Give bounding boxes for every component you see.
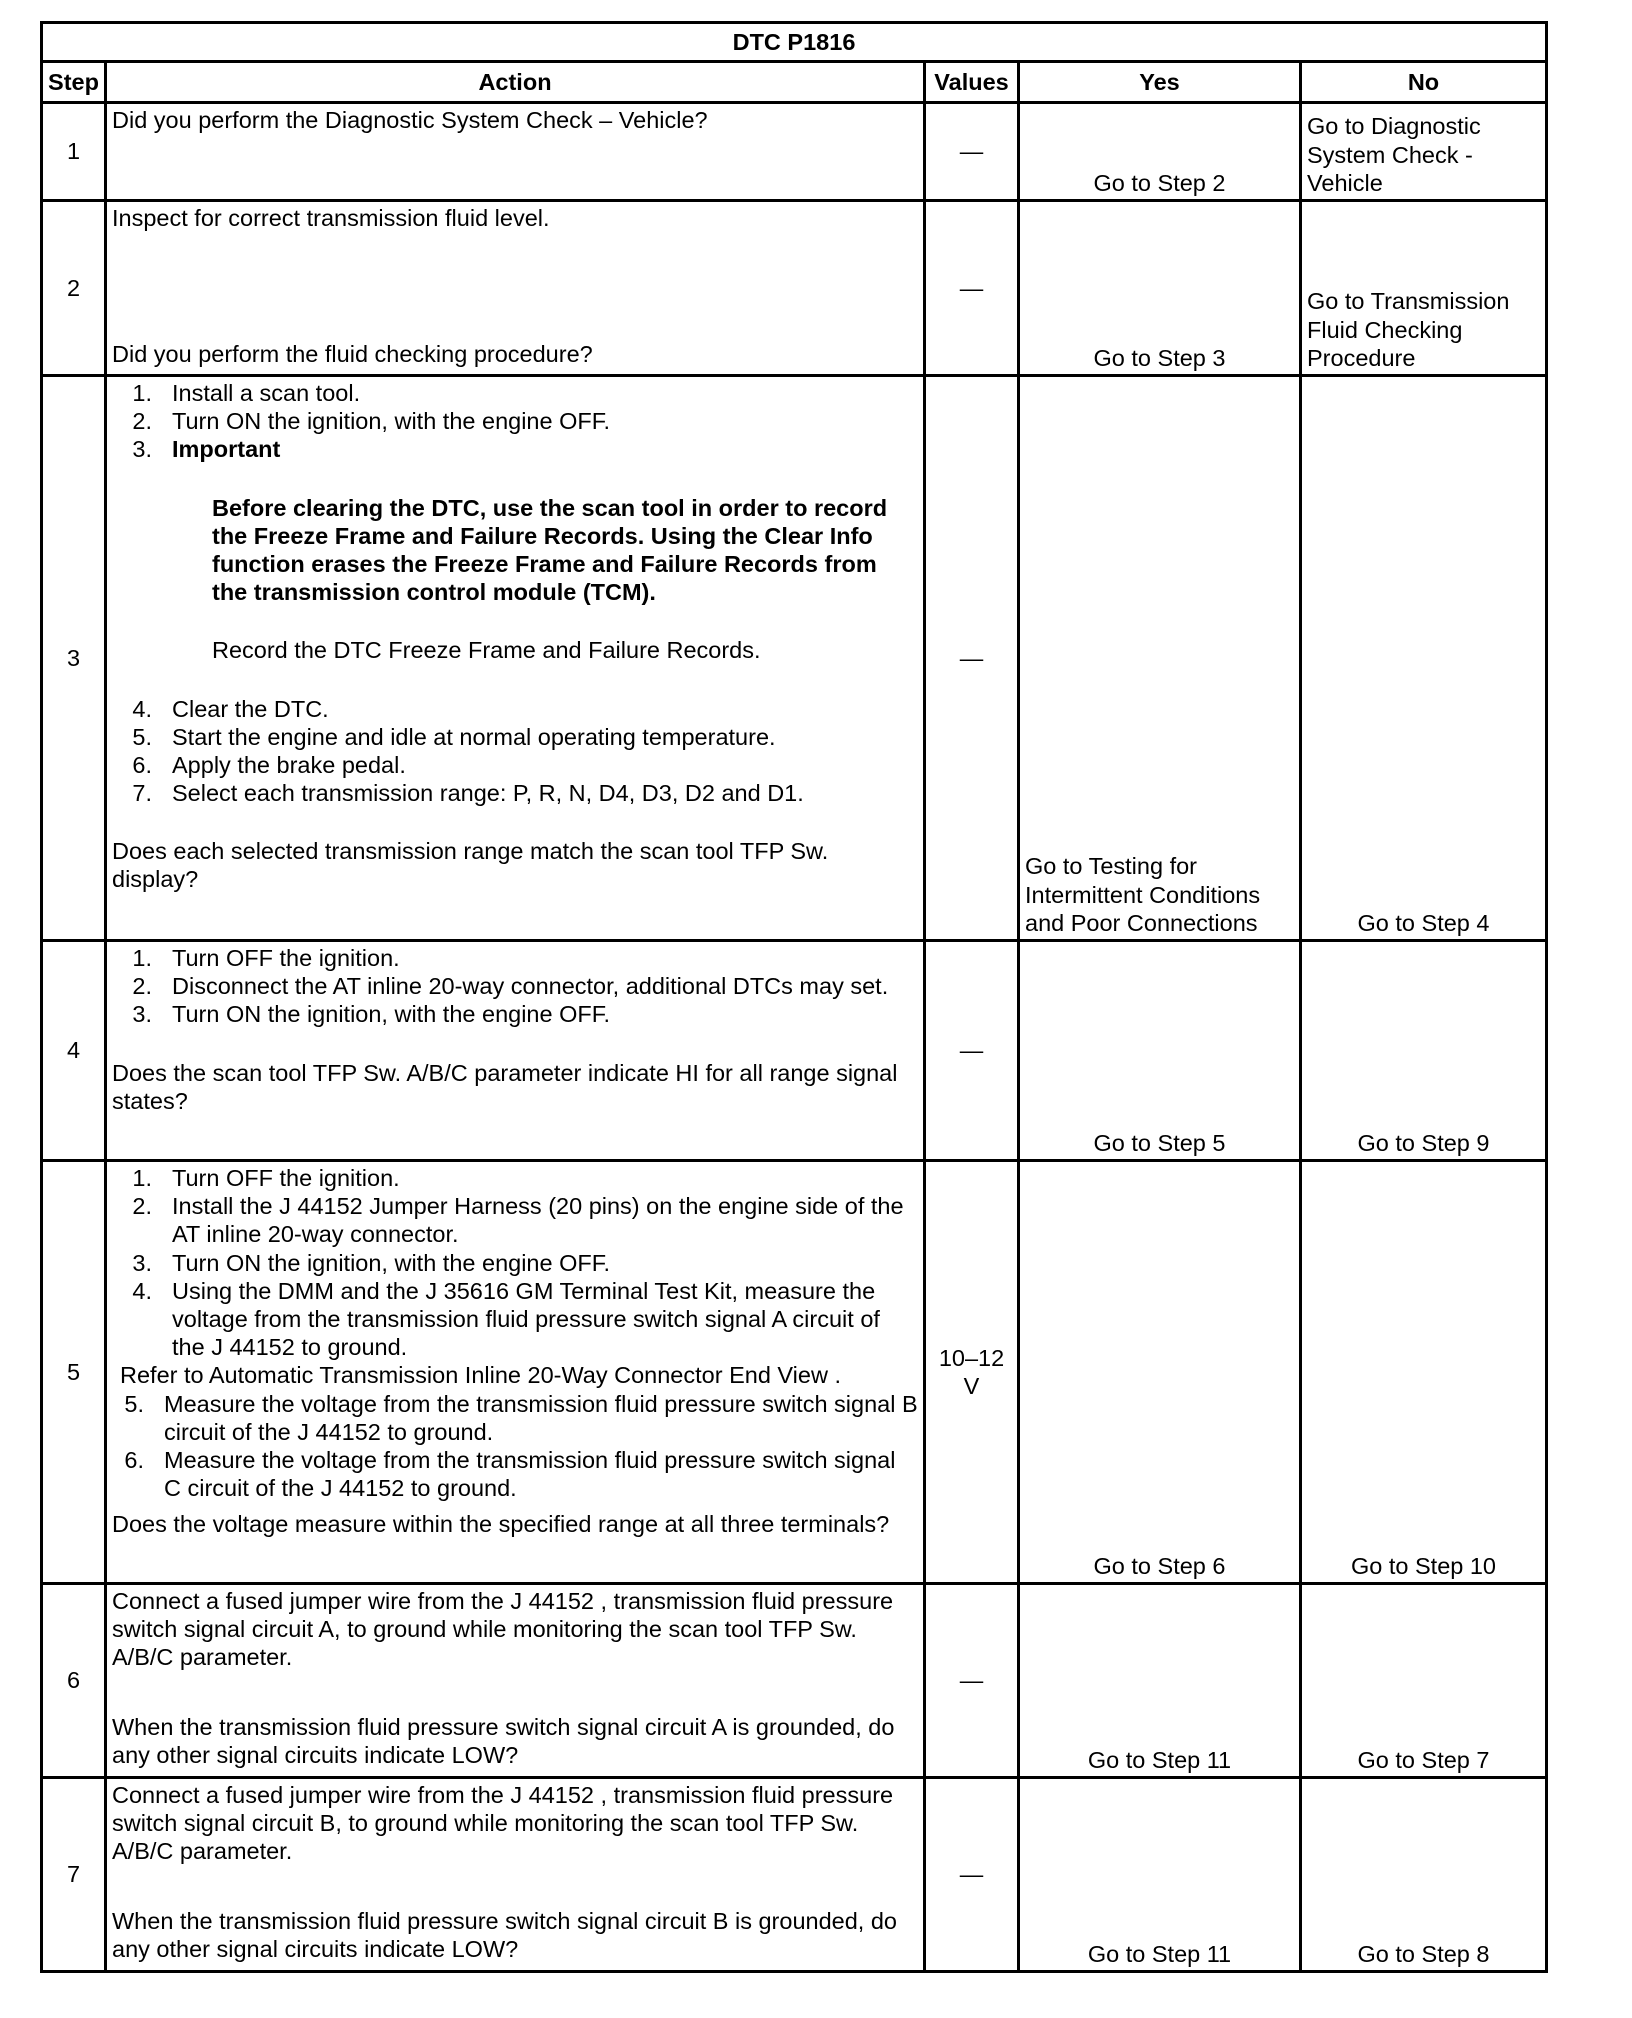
diagnostic-table <box>40 21 1548 1973</box>
action-question: When the transmission fluid pressure switch signal circuit A is grounded, do any other signal circuits indicate LOW? <box>112 1713 895 1768</box>
step-number: 6 <box>42 1584 106 1778</box>
no-result: Go to Step 7 <box>1301 1584 1547 1778</box>
table-row <box>42 201 1547 376</box>
table-row <box>42 1161 1547 1584</box>
action-question: Did you perform the fluid checking procedure? <box>112 340 593 367</box>
yes-result: Go to Step 11 <box>1019 1584 1301 1778</box>
step-number: 3 <box>42 376 106 941</box>
list-item: 3. Important <box>132 436 281 463</box>
list-item: 3. Turn ON the ignition, with the engine OFF. <box>132 1249 611 1276</box>
value-range: 10–12 <box>938 1344 1005 1371</box>
step-action <box>106 376 925 941</box>
no-result: Go to Step 8 <box>1301 1778 1547 1972</box>
action-question: When the transmission fluid pressure switch signal circuit B is grounded, do any other signal circuits indicate LOW? <box>112 1907 898 1962</box>
no-result: Go to Diagnostic System Check - Vehicle <box>1301 103 1547 201</box>
list-item: 7. Select each transmission range: P, R, N, D4, D3, D2 and D1. <box>132 780 804 807</box>
list-item: 1. Turn OFF the ignition. <box>132 1165 400 1191</box>
yes-result: Go to Step 6 <box>1019 1161 1301 1584</box>
record-note: Record the DTC Freeze Frame and Failure Records. <box>212 637 761 664</box>
header-yes: Yes <box>1019 62 1301 103</box>
list-item: 4. Clear the DTC. <box>132 695 329 722</box>
no-result: Go to Step 9 <box>1301 941 1547 1161</box>
step-number: 5 <box>42 1161 106 1584</box>
value-unit: V <box>963 1373 980 1399</box>
list-item: 2. Disconnect the AT inline 20-way connector, additional DTCs may set. <box>132 973 889 1000</box>
no-result: Go to Step 4 <box>1301 376 1547 941</box>
action-steps <box>112 379 918 464</box>
yes-result: Go to Step 5 <box>1019 941 1301 1161</box>
step-action <box>106 1584 925 1778</box>
list-item: 1. Install a scan tool. <box>132 380 361 406</box>
step-action <box>106 201 925 376</box>
header-no: No <box>1301 62 1547 103</box>
list-item: 2. Turn ON the ignition, with the engine OFF. <box>132 408 611 435</box>
header-step: Step <box>42 62 106 103</box>
step-value: — <box>925 1584 1019 1778</box>
list-item: 6. Apply the brake pedal. <box>132 751 406 778</box>
no-result: Go to Step 10 <box>1301 1161 1547 1584</box>
table-row <box>42 376 1547 941</box>
action-question: Does the voltage measure within the specified range at all three terminals? <box>112 1511 890 1538</box>
action-steps <box>112 695 918 808</box>
step-action <box>106 941 925 1161</box>
header-values: Values <box>925 62 1019 103</box>
table-title: DTC P1816 <box>42 23 1547 62</box>
table-row <box>42 103 1547 201</box>
action-steps <box>112 1390 918 1503</box>
action-steps <box>112 944 918 1029</box>
list-item: 5. Start the engine and idle at normal operating temperature. <box>132 723 776 750</box>
header-row <box>42 62 1547 103</box>
important-note: Before clearing the DTC, use the scan tool in order to record the Freeze Frame and Failure Records. Using the Clear Info function erases the Freeze Frame and Failure Records from the transmission control module (TCM). <box>212 494 888 606</box>
step-value: — <box>925 376 1019 941</box>
list-item: 5. Measure the voltage from the transmission fluid pressure switch signal B circuit of the J 44152 to ground. <box>124 1390 918 1445</box>
list-item: 1. Turn OFF the ignition. <box>132 945 400 971</box>
table-row <box>42 1778 1547 1972</box>
step-number: 4 <box>42 941 106 1161</box>
step-number: 7 <box>42 1778 106 1972</box>
action-steps <box>112 1164 918 1361</box>
action-intro: Connect a fused jumper wire from the J 44152 , transmission fluid pressure switch signal circuit B, to ground while monitoring the scan tool TFP Sw. A/B/C parameter. <box>112 1782 894 1865</box>
list-item: 3. Turn ON the ignition, with the engine OFF. <box>132 1001 611 1028</box>
yes-result: Go to Step 2 <box>1019 103 1301 201</box>
step-value: — <box>925 201 1019 376</box>
step-value: — <box>925 103 1019 201</box>
action-intro: Inspect for correct transmission fluid level. <box>112 205 550 231</box>
step-value <box>925 1161 1019 1584</box>
step-number: 2 <box>42 201 106 376</box>
list-item: 2. Install the J 44152 Jumper Harness (20 pins) on the engine side of the AT inline 20-way connector. <box>132 1193 904 1248</box>
action-question: Does the scan tool TFP Sw. A/B/C parameter indicate HI for all range signal states? <box>112 1059 898 1114</box>
yes-result: Go to Step 11 <box>1019 1778 1301 1972</box>
title-row <box>42 23 1547 62</box>
header-action: Action <box>106 62 925 103</box>
step-action: Did you perform the Diagnostic System Check – Vehicle? <box>106 103 925 201</box>
no-result: Go to Transmission Fluid Checking Procedure <box>1301 201 1547 376</box>
action-question: Does each selected transmission range match the scan tool TFP Sw. display? <box>112 838 829 893</box>
yes-result: Go to Testing for Intermittent Conditions and Poor Connections <box>1019 376 1301 941</box>
yes-result: Go to Step 3 <box>1019 201 1301 376</box>
list-item: 4. Using the DMM and the J 35616 GM Terminal Test Kit, measure the voltage from the transmission fluid pressure switch signal A circuit of the J 44152 to ground. <box>132 1277 880 1361</box>
action-intro: Connect a fused jumper wire from the J 44152 , transmission fluid pressure switch signal circuit A, to ground while monitoring the scan tool TFP Sw. A/B/C parameter. <box>112 1588 894 1671</box>
step-number: 1 <box>42 103 106 201</box>
table-row <box>42 941 1547 1161</box>
table-row <box>42 1584 1547 1778</box>
step-value: — <box>925 941 1019 1161</box>
step-action <box>106 1778 925 1972</box>
step-action <box>106 1161 925 1584</box>
step-value: — <box>925 1778 1019 1972</box>
list-item: 6. Measure the voltage from the transmission fluid pressure switch signal C circuit of the J 44152 to ground. <box>124 1446 896 1502</box>
refer-note: Refer to Automatic Transmission Inline 20-Way Connector End View . <box>120 1362 841 1389</box>
